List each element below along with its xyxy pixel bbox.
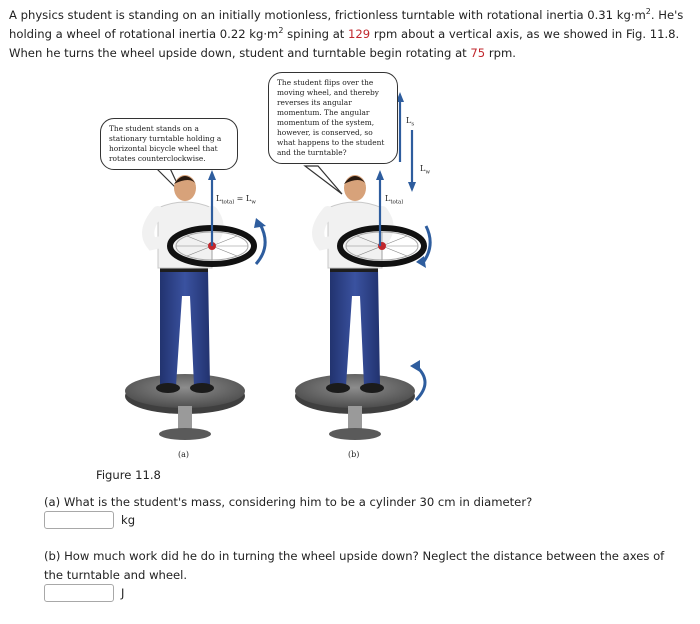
turntable-b bbox=[295, 374, 415, 408]
student-b-legs bbox=[330, 269, 380, 386]
bubble-b-pointer bbox=[305, 166, 342, 194]
turntable-b-base bbox=[329, 428, 381, 440]
label-l-total-a: $L_{total} = L_w$ bbox=[216, 194, 256, 206]
question-b-text: (b) How much work did he do in turning the wheel upside down? Neglect the distance between the axes of the turntable and wheel. bbox=[44, 549, 665, 582]
problem-statement bbox=[9, 6, 693, 63]
problem-text-2: . He's holding a wheel of rotational inertia 0.22 kg·m bbox=[9, 8, 684, 41]
turntable-rpm-value: 75 bbox=[470, 46, 486, 60]
subfigure-label-b: (b) bbox=[348, 450, 360, 459]
l-w-arrowhead bbox=[408, 182, 416, 192]
superscript: 2 bbox=[645, 7, 651, 17]
turntable-a bbox=[125, 374, 245, 408]
rotation-arrow-b-turntable bbox=[416, 366, 425, 400]
wheel-rpm-value: 129 bbox=[348, 27, 371, 41]
question-a-text: (a) What is the student's mass, considering him to be a cylinder 30 cm in diameter? bbox=[44, 495, 533, 509]
superscript: 2 bbox=[278, 26, 284, 36]
answer-a-unit: kg bbox=[121, 513, 136, 527]
answer-b-input[interactable] bbox=[44, 584, 114, 602]
speech-bubble-b: The student flips over the moving wheel, and thereby reverses its angular momentum. The angular momentum of the system, however, is conserved, so what happens to the student and the turntable? bbox=[268, 72, 398, 164]
figure-caption: Figure 11.8 bbox=[96, 468, 161, 482]
label-l-total-b: $L_{total}$ bbox=[385, 194, 404, 206]
subfigure-label-a: (a) bbox=[178, 450, 190, 459]
problem-text-3: spining at bbox=[283, 27, 349, 41]
figure-11-8 bbox=[90, 66, 450, 471]
answer-a-input[interactable] bbox=[44, 511, 114, 529]
student-a-shoe bbox=[156, 383, 180, 393]
l-total-arrowhead-a bbox=[208, 170, 216, 180]
student-a-shoe bbox=[190, 383, 214, 393]
student-a-legs bbox=[160, 269, 210, 386]
l-total-arrowhead-b bbox=[376, 170, 384, 180]
problem-text-5: rpm. bbox=[485, 46, 516, 60]
rotation-arrow-a bbox=[256, 224, 265, 264]
label-l-w: $L_w$ bbox=[420, 164, 431, 176]
rotation-arrowhead-a bbox=[254, 218, 266, 228]
rotation-arrowhead-b-turntable bbox=[410, 360, 420, 372]
student-b-shoe bbox=[360, 383, 384, 393]
turntable-a-base bbox=[159, 428, 211, 440]
problem-text-1: A physics student is standing on an initially motionless, frictionless turntable with rotational inertia 0.31 kg·m bbox=[9, 8, 646, 22]
label-l-s: $L_s$ bbox=[406, 116, 415, 128]
speech-bubble-a: The student stands on a stationary turntable holding a horizontal bicycle wheel that rotates counterclockwise. bbox=[100, 118, 238, 170]
problem-text-4: rpm about a vertical axis, as we showed in Fig. 11.8. When he turns the wheel upside down, student and turntable begin rotating at bbox=[9, 27, 680, 60]
answer-b-unit: J bbox=[121, 586, 125, 600]
student-b-shoe bbox=[326, 383, 350, 393]
